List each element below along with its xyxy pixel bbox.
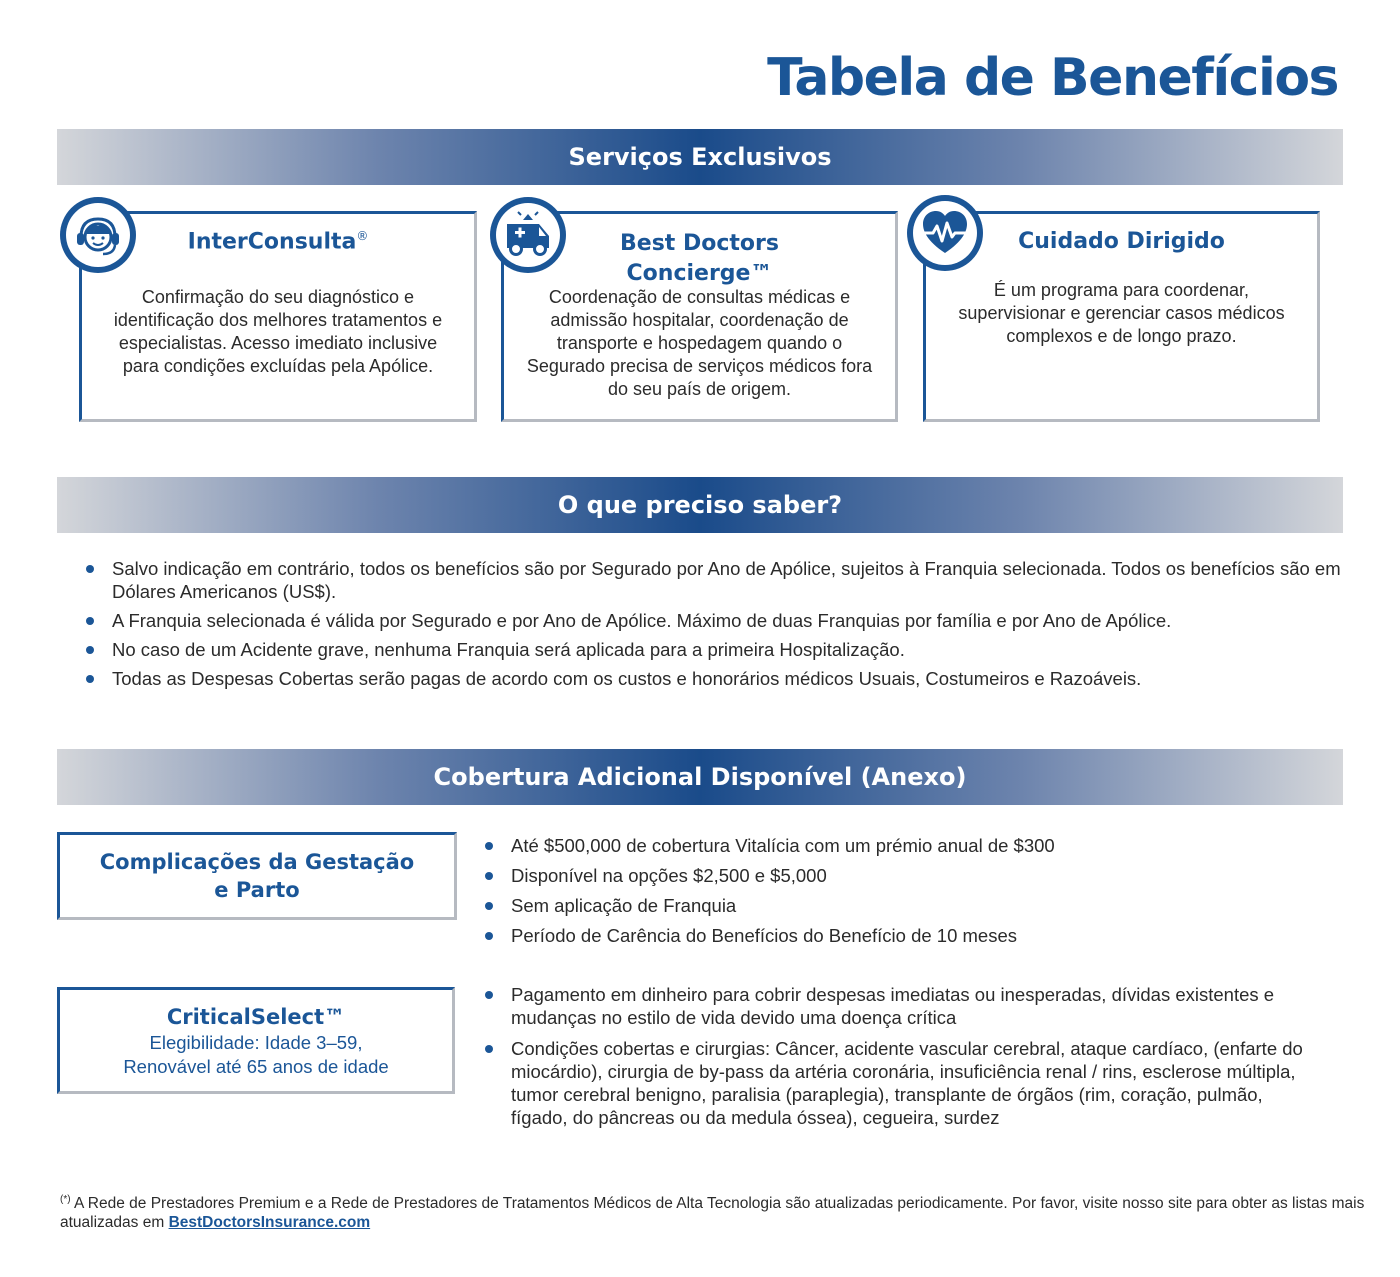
list-item: Disponível na opções $2,500 e $5,000 [483,864,1343,887]
list-item: Todas as Despesas Cobertas serão pagas de acordo com os custos e honorários médicos Usuais, Costumeiros e Razoáveis. [84,667,1344,690]
service-card-interconsulta [79,211,477,422]
heartbeat-icon [907,195,983,271]
footnote-marker: (*) [60,1194,71,1205]
section-header-label: Cobertura Adicional Disponível (Anexo) [433,763,967,791]
section-header-what-to-know [57,477,1343,533]
rider-title: CriticalSelect™ [166,1004,346,1029]
know-list [84,557,1344,690]
section-header-label: Serviços Exclusivos [568,143,832,171]
service-description: É um programa para coordenar, supervisionar e gerenciar casos médicos complexos e de longo prazo. [958,280,1285,346]
list-item: A Franquia selecionada é válida por Segurado e por Ano de Apólice. Máximo de duas Franquias por família e por Ano de Apólice. [84,609,1344,632]
section-header-additional-coverage [57,749,1343,805]
list-item: Até $500,000 de cobertura Vitalícia com um prémio anual de $300 [483,834,1343,857]
service-card-cuidado-dirigido [923,211,1320,422]
section-header-label: O que preciso saber? [557,491,843,519]
list-item: Sem aplicação de Franquia [483,894,1343,917]
section-header-exclusive-services [57,129,1343,185]
list-item: Condições cobertas e cirurgias: Câncer, acidente vascular cerebral, ataque cardíaco, (enfarte do miocárdio), cirurgia de by-pass da artéria coronária, insuficiência renal / rins, esclerose múltipla, tumor cerebral benigno, paralisia (paraplegia), transplante de órgãos (rim, coração, pulmão, fígado, do pâncreas ou da medula óssea), cegueira, surdez [483,1037,1313,1129]
service-title: InterConsulta® [187,229,369,255]
service-description: Coordenação de consultas médicas e admissão hospitalar, coordenação de transporte e hospedagem quando o Segurado precisa de serviços médicos fora do seu país de origem. [526,287,873,399]
rider-box-pregnancy [57,832,457,920]
service-title: Best Doctors Concierge™ [620,231,779,286]
rider-box-criticalselect [57,987,455,1094]
rider-list-criticalselect [483,983,1313,1129]
footnote [60,1190,1380,1232]
rider-title: Complicações da Gestação e Parto [99,850,415,902]
list-item: Pagamento em dinheiro para cobrir despesas imediatas ou inesperadas, dívidas existentes e mudanças no estilo de vida devido uma doença crítica [483,983,1313,1029]
rider-eligibility: Elegibilidade: Idade 3–59, Renovável até 65 anos de idade [123,1031,389,1077]
service-title: Cuidado Dirigido [1018,229,1225,254]
page-title: Tabela de Benefícios [767,48,1338,108]
list-item: Salvo indicação em contrário, todos os benefícios são por Segurado por Ano de Apólice, sujeitos à Franquia selecionada. Todos os benefícios são em Dólares Americanos (US$). [84,557,1344,603]
ambulance-icon [490,197,566,273]
website-link[interactable]: BestDoctorsInsurance.com [168,1214,371,1232]
list-item: No caso de um Acidente grave, nenhuma Franquia será aplicada para a primeira Hospitalização. [84,638,1344,661]
service-description: Confirmação do seu diagnóstico e identificação dos melhores tratamentos e especialistas. Acesso imediato inclusive para condições excluídas pela Apólice. [113,287,443,376]
list-item: Período de Carência do Benefícios do Benefício de 10 meses [483,924,1343,947]
headset-doctor-icon [60,197,136,273]
rider-list-pregnancy [483,834,1343,947]
footnote-text: A Rede de Prestadores Premium e a Rede de Prestadores de Tratamentos Médicos de Alta Tecnologia são atualizadas periodicamente. Por favor, visite nosso site para obter as listas mais atualizadas em [60,1195,1365,1232]
